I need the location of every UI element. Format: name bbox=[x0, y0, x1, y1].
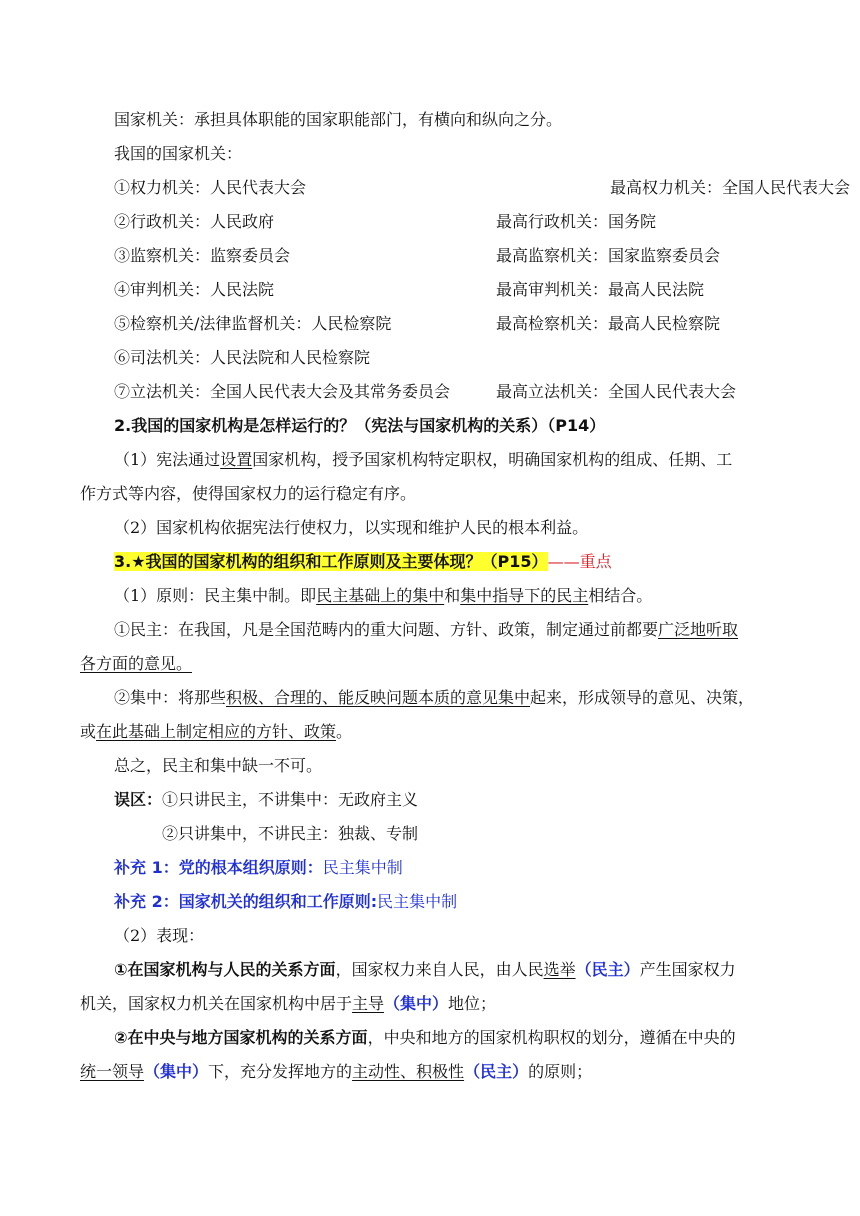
organ-local: ⑥司法机关：人民法院和人民检察院 bbox=[114, 348, 371, 367]
organ-highest: 最高行政机关：国务院 bbox=[496, 212, 657, 231]
expression-heading: （2）表现： bbox=[114, 926, 205, 945]
organ-local: ①权力机关：人民代表大会 bbox=[114, 178, 307, 197]
q2-heading: 2.我国的国家机构是怎样运行的？（宪法与国家机构的关系）（P14） bbox=[114, 416, 606, 435]
organ-highest: 最高监察机关：国家监察委员会 bbox=[496, 246, 721, 265]
organ-highest: 最高权力机关：全国人民代表大会 bbox=[610, 178, 851, 197]
mistake-label: 误区： bbox=[114, 790, 163, 809]
organ-highest: 最高检察机关：最高人民检察院 bbox=[496, 314, 721, 333]
organ-row bbox=[114, 176, 851, 200]
organ-row bbox=[114, 278, 814, 302]
mistake-line-2: ②只讲集中，不讲民主：独裁、专制 bbox=[162, 824, 419, 843]
definition-line: 国家机关：承担具体职能的国家职能部门，有横向和纵向之分。 bbox=[114, 110, 563, 129]
organ-row bbox=[114, 380, 814, 404]
organ-row bbox=[114, 244, 814, 268]
q2-paragraph-2: （2）国家机构依据宪法行使权力，以实现和维护人民的根本利益。 bbox=[114, 518, 589, 537]
supplement-2: 补充 2：国家机关的组织和工作原则:民主集中制 bbox=[114, 892, 458, 911]
expression-2: ②在中央与地方国家机构的关系方面，中央和地方的国家机构职权的划分，遵循在中央的 bbox=[114, 1028, 736, 1047]
principle-line: （1）原则：民主集中制。即民主基础上的集中和集中指导下的民主相结合。 bbox=[114, 586, 653, 605]
democracy-line-cont: 各方面的意见。 bbox=[80, 654, 193, 673]
organ-local: ③监察机关：监察委员会 bbox=[114, 246, 291, 265]
q2-paragraph-1-cont: 作方式等内容，使得国家权力的运行稳定有序。 bbox=[80, 484, 417, 503]
organ-row bbox=[114, 312, 814, 336]
centralism-line: ②集中：将那些积极、合理的、能反映问题本质的意见集中起来，形成领导的意见、决策， bbox=[114, 688, 755, 707]
organ-highest: 最高立法机关：全国人民代表大会 bbox=[496, 382, 737, 401]
expression-1-cont: 机关，国家权力机关在国家机构中居于主导（集中）地位； bbox=[80, 994, 497, 1013]
centralism-line-cont: 或在此基础上制定相应的方针、政策。 bbox=[80, 722, 353, 741]
q3-heading: 3.★我国的国家机构的组织和工作原则及主要体现？（P15）——重点 bbox=[114, 552, 612, 571]
q2-paragraph-1: （1）宪法通过设置国家机构，授予国家机构特定职权，明确国家机构的组成、任期、工 bbox=[114, 450, 733, 469]
democracy-line: ①民主：在我国，凡是全国范畴内的重大问题、方针、政策，制定通过前都要广泛地听取 bbox=[114, 620, 739, 639]
summary-line: 总之，民主和集中缺一不可。 bbox=[114, 756, 323, 775]
supplement-1: 补充 1：党的根本组织原则：民主集中制 bbox=[114, 858, 403, 877]
organ-local: ②行政机关：人民政府 bbox=[114, 212, 275, 231]
expression-2-cont: 统一领导（集中）下，充分发挥地方的主动性、积极性（民主）的原则； bbox=[80, 1062, 593, 1081]
organ-local: ⑤检察机关/法律监督机关：人民检察院 bbox=[114, 314, 392, 333]
organ-highest: 最高审判机关：最高人民法院 bbox=[496, 280, 705, 299]
expression-1: ①在国家机构与人民的关系方面，国家权力来自人民，由人民选举（民主）产生国家权力 bbox=[114, 960, 736, 979]
our-organs-heading: 我国的国家机关： bbox=[114, 144, 243, 163]
mistake-line-1: 误区：①只讲民主，不讲集中：无政府主义 bbox=[114, 790, 419, 809]
organ-local: ⑦立法机关：全国人民代表大会及其常务委员会 bbox=[114, 382, 451, 401]
organ-row bbox=[114, 346, 814, 370]
organ-row bbox=[114, 210, 814, 234]
key-point-tag: ——重点 bbox=[547, 552, 612, 571]
organ-local: ④审判机关：人民法院 bbox=[114, 280, 275, 299]
